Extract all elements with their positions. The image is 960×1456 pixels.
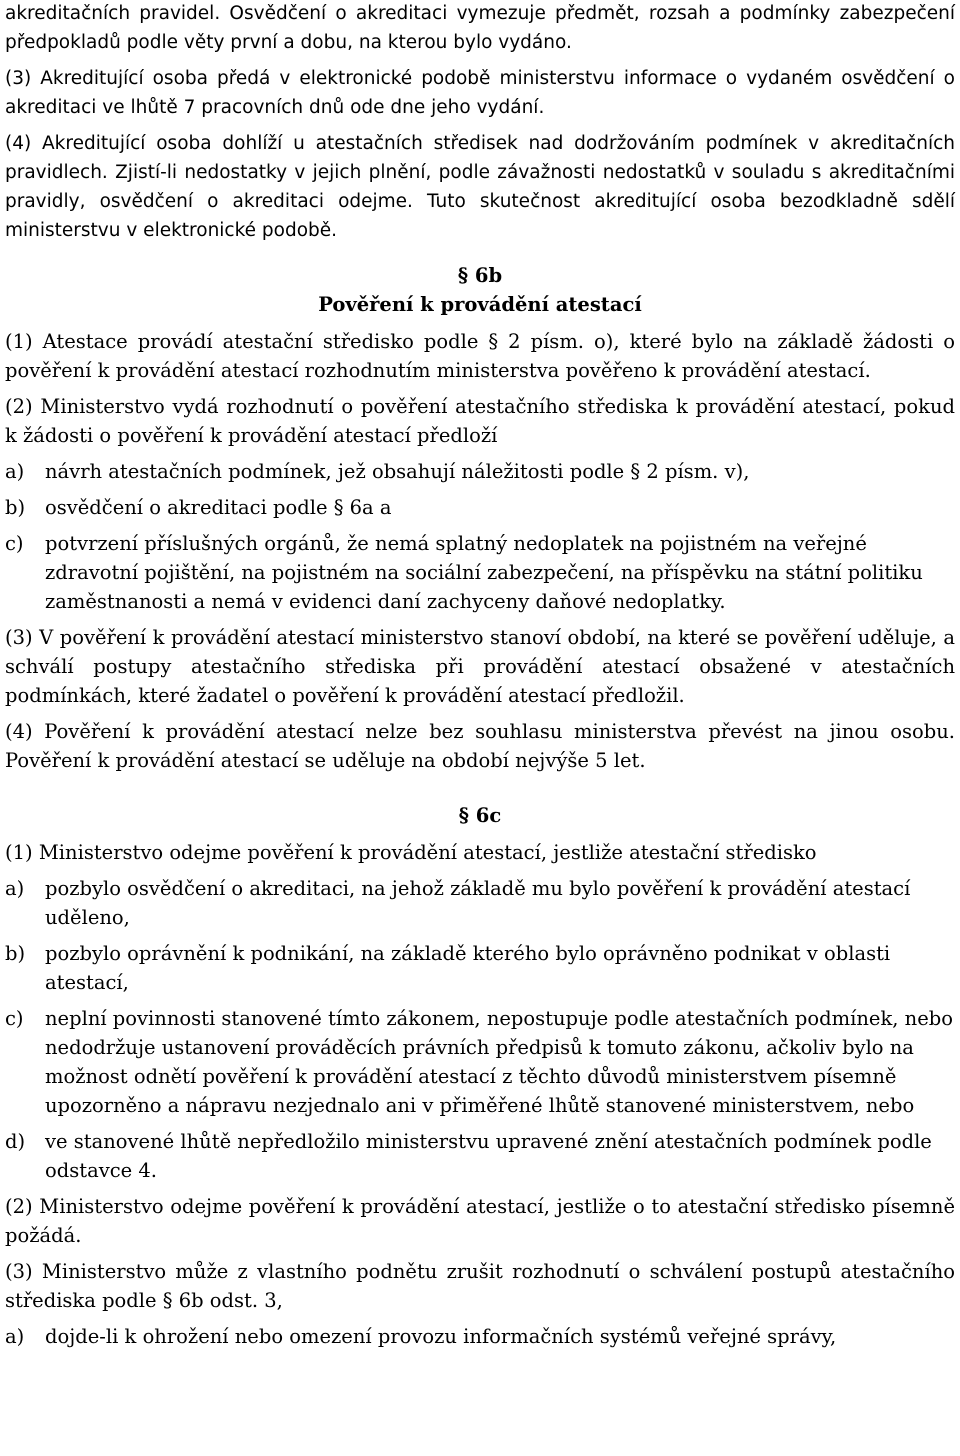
list-item-mark: c) — [5, 532, 24, 555]
list-6c-3 — [5, 1322, 955, 1351]
list-item — [5, 1322, 955, 1351]
paragraph-6c-1: (1) Ministerstvo odejme pověření k provádění atestací, jestliže atestační středisko — [5, 841, 817, 864]
list-6c-1 — [5, 874, 955, 1185]
list-item — [5, 1004, 955, 1120]
list-item-mark: a) — [5, 877, 25, 900]
list-item — [5, 874, 955, 932]
list-item-mark: c) — [5, 1007, 24, 1030]
paragraph-6a-3: (3) Akreditující osoba předá v elektronické podobě ministerstvu informace o vydaném osvědčení o akreditaci ve lhůtě 7 pracovních dnů ode dne jeho vydání. — [5, 68, 955, 118]
list-item-mark: b) — [5, 942, 26, 965]
list-item-text: pozbylo oprávnění k podnikání, na základě kterého bylo oprávněno podnikat v oblasti atestací, — [45, 942, 891, 994]
list-item — [5, 939, 955, 997]
list-item-text: dojde-li k ohrožení nebo omezení provozu informačních systémů veřejné správy, — [45, 1325, 837, 1348]
list-item-text: pozbylo osvědčení o akreditaci, na jehož základě mu bylo pověření k provádění atestací uděleno, — [45, 877, 911, 929]
paragraph-6b-4: (4) Pověření k provádění atestací nelze bez souhlasu ministerstva převést na jinou osobu. Pověření k provádění atestací se uděluje na období nejvýše 5 let. — [5, 720, 955, 772]
paragraph-6b-2: (2) Ministerstvo vydá rozhodnutí o pověření atestačního střediska k provádění atestací, pokud k žádosti o pověření k provádění atestací předloží — [5, 395, 955, 447]
document-page — [5, 0, 955, 1351]
section-6b-title: Pověření k provádění atestací — [318, 293, 642, 316]
paragraph-accreditation-end: akreditačních pravidel. Osvědčení o akreditaci vymezuje předmět, rozsah a podmínky zabezpečení předpokladů podle věty první a dobu, na kterou bylo vydáno. — [5, 3, 955, 53]
list-item-mark: d) — [5, 1130, 26, 1153]
list-item-text: osvědčení o akreditaci podle § 6a a — [45, 496, 392, 519]
paragraph-6a-4: (4) Akreditující osoba dohlíží u atestačních středisek nad dodržováním podmínek v akreditačních pravidlech. Zjistí-li nedostatky v jejich plnění, podle závažnosti nedostatků v souladu s akreditačními pravidly, osvědčení o akreditaci odejme. Tuto skutečnost akreditující osoba bezodkladně sdělí ministerstvu v elektronické podobě. — [5, 133, 955, 241]
list-item — [5, 493, 955, 522]
list-item-mark: a) — [5, 1325, 25, 1348]
list-item-text: neplní povinnosti stanovené tímto zákonem, nepostupuje podle atestačních podmínek, nebo nedodržuje ustanovení prováděcích právních předpisů k tomuto zákonu, ačkoliv bylo na možnost odnětí pověření k provádění atestací z těchto důvodů ministerstvem písemně upozorněno a nápravu nezjednalo ani v přiměřené lhůtě stanovené ministerstvem, nebo — [45, 1007, 953, 1117]
paragraph-6c-2: (2) Ministerstvo odejme pověření k provádění atestací, jestliže o to atestační středisko písemně požádá. — [5, 1195, 955, 1247]
list-item-text: potvrzení příslušných orgánů, že nemá splatný nedoplatek na pojistném na veřejné zdravotní pojištění, na pojistném na sociální zabezpečení, na příspěvku na státní politiku zaměstnanosti a nemá v evidenci daní zachyceny daňové nedoplatky. — [45, 532, 923, 613]
section-6c-number: § 6c — [458, 804, 502, 827]
section-6b-number: § 6b — [457, 264, 503, 287]
list-item-mark: b) — [5, 496, 26, 519]
list-item — [5, 1127, 955, 1185]
list-item-text: návrh atestačních podmínek, jež obsahují náležitosti podle § 2 písm. v), — [45, 460, 750, 483]
paragraph-6c-3: (3) Ministerstvo může z vlastního podnětu zrušit rozhodnutí o schválení postupů atestačního střediska podle § 6b odst. 3, — [5, 1260, 955, 1312]
list-item-mark: a) — [5, 460, 25, 483]
list-6b-2 — [5, 457, 955, 616]
list-item — [5, 457, 955, 486]
paragraph-6b-3: (3) V pověření k provádění atestací ministerstvo stanoví období, na které se pověření uděluje, a schválí postupy atestačního střediska při provádění atestací obsažené v atestačních podmínkách, které žadatel o pověření k provádění atestací předložil. — [5, 626, 955, 707]
list-item-text: ve stanovené lhůtě nepředložilo ministerstvu upravené znění atestačních podmínek podle odstavce 4. — [45, 1130, 932, 1182]
paragraph-6b-1: (1) Atestace provádí atestační středisko podle § 2 písm. o), které bylo na základě žádosti o pověření k provádění atestací rozhodnutím ministerstva pověřeno k provádění atestací. — [5, 330, 955, 382]
list-item — [5, 529, 955, 616]
